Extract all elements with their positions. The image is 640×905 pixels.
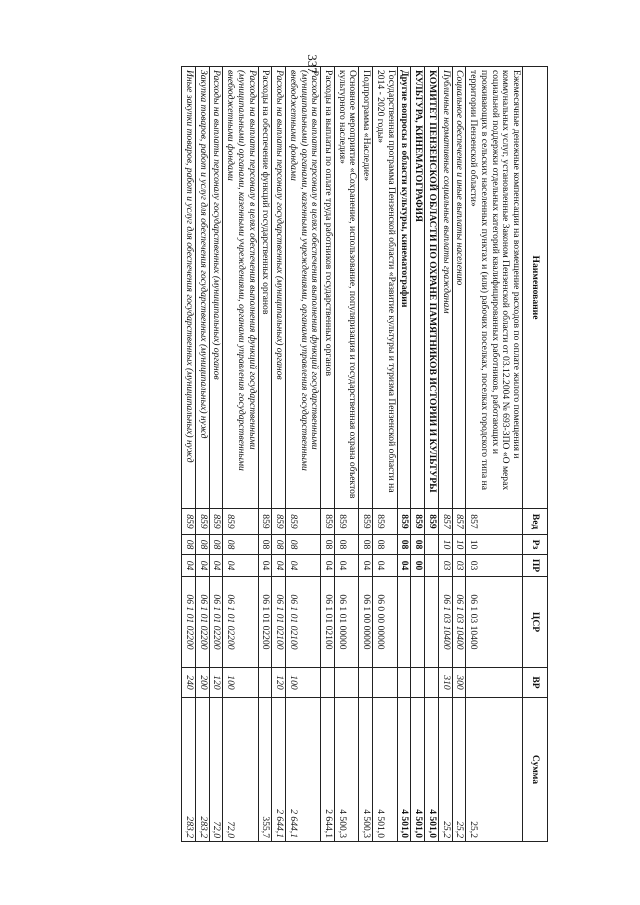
cell-pr: 04	[258, 555, 272, 577]
cell-vr	[411, 668, 425, 698]
cell-sum: 4 500,3	[359, 698, 373, 842]
cell-sum: 283,2	[195, 698, 209, 842]
header-csr: ЦСР	[523, 577, 548, 668]
cell-sum: 4 501,0	[373, 698, 397, 842]
cell-ved: 859	[425, 509, 439, 535]
cell-name: Публичные нормативные социальные выплаты гражданам	[438, 67, 452, 509]
page-number: 337	[304, 54, 320, 74]
cell-csr: 06 1 01 02200	[182, 577, 196, 668]
cell-csr: 06 1 01 02200	[209, 577, 223, 668]
cell-vr: 120	[272, 668, 286, 698]
cell-pr: 04	[321, 555, 335, 577]
cell-ved: 859	[334, 509, 358, 535]
cell-pr: 04	[223, 555, 258, 577]
cell-csr: 06 1 01 02100	[321, 577, 335, 668]
cell-name: Расходы на обеспечение функций государственных органов	[258, 67, 272, 509]
cell-sum: 283,2	[182, 698, 196, 842]
cell-name: Расходы на выплаты персоналу в целях обеспечения выполнения функций государственными (муниципальными) органами, казенными учреждениями, органами управления государственными внебюджетными фондами	[223, 67, 258, 509]
cell-name: Основное мероприятие «Сохранение, использование, популяризация и государственная охрана объектов культурного наследия»	[334, 67, 358, 509]
cell-rz: 08	[182, 535, 196, 555]
table-row	[466, 67, 523, 842]
cell-csr: 06 1 03 10400	[466, 577, 523, 668]
table-row	[223, 67, 258, 842]
cell-ved: 859	[223, 509, 258, 535]
header-ved: Вед	[523, 509, 548, 535]
cell-name: Другие вопросы в области культуры, кинематографии	[397, 67, 411, 509]
cell-ved: 859	[411, 509, 425, 535]
cell-name: Социальное обеспечение и иные выплаты населению	[452, 67, 466, 509]
table-row	[425, 67, 439, 842]
cell-vr	[425, 668, 439, 698]
cell-pr	[425, 555, 439, 577]
cell-rz: 08	[286, 535, 321, 555]
table-row	[258, 67, 272, 842]
table-row	[411, 67, 425, 842]
cell-rz: 08	[334, 535, 358, 555]
cell-vr: 100	[223, 668, 258, 698]
cell-ved: 857	[438, 509, 452, 535]
cell-csr	[411, 577, 425, 668]
cell-rz: 08	[195, 535, 209, 555]
cell-sum: 4 500,3	[334, 698, 358, 842]
cell-sum: 4 501,0	[425, 698, 439, 842]
table-row	[272, 67, 286, 842]
cell-csr: 06 1 00 00000	[359, 577, 373, 668]
cell-sum: 355,7	[258, 698, 272, 842]
cell-ved: 859	[321, 509, 335, 535]
cell-sum: 25,2	[452, 698, 466, 842]
header-rz: Рз	[523, 535, 548, 555]
cell-sum: 25,2	[438, 698, 452, 842]
cell-rz: 08	[359, 535, 373, 555]
cell-rz: 10	[438, 535, 452, 555]
cell-rz: 08	[411, 535, 425, 555]
cell-pr: 03	[466, 555, 523, 577]
cell-name: Подпрограмма «Наследие»	[359, 67, 373, 509]
cell-pr: 04	[359, 555, 373, 577]
cell-rz: 08	[272, 535, 286, 555]
cell-csr: 06 1 03 10400	[438, 577, 452, 668]
cell-sum: 4 501,0	[411, 698, 425, 842]
cell-rz: 08	[397, 535, 411, 555]
cell-ved: 859	[286, 509, 321, 535]
budget-table	[181, 66, 548, 842]
cell-pr: 04	[397, 555, 411, 577]
cell-name: Закупка товаров, работ и услуг для обеспечения государственных (муниципальных) нужд	[195, 67, 209, 509]
header-pr: ПР	[523, 555, 548, 577]
table-row	[359, 67, 373, 842]
cell-csr: 06 1 01 00000	[334, 577, 358, 668]
table-row	[397, 67, 411, 842]
cell-vr	[373, 668, 397, 698]
cell-name: Расходы на выплаты персоналу в целях обеспечения выполнения функций государственными (муниципальными) органами, казенными учреждениями, органами управления государственными внебюджетными фондами	[286, 67, 321, 509]
table-row	[182, 67, 196, 842]
cell-sum: 2 644,1	[272, 698, 286, 842]
cell-vr: 310	[438, 668, 452, 698]
cell-ved: 859	[258, 509, 272, 535]
cell-rz: 08	[321, 535, 335, 555]
header-sum: Сумма	[523, 698, 548, 842]
table-row	[286, 67, 321, 842]
header-name: Наименование	[523, 67, 548, 509]
cell-csr	[425, 577, 439, 668]
cell-sum: 72,0	[223, 698, 258, 842]
cell-vr: 240	[182, 668, 196, 698]
cell-csr	[397, 577, 411, 668]
cell-name: Расходы на выплаты по оплате труда работников государственных органов	[321, 67, 335, 509]
cell-sum: 2 644,1	[286, 698, 321, 842]
cell-csr: 06 1 01 02100	[272, 577, 286, 668]
cell-name: Иные закупки товаров, работ и услуг для обеспечения государственных (муниципальных) нужд	[182, 67, 196, 509]
table-row	[321, 67, 335, 842]
table-row	[209, 67, 223, 842]
table-body	[182, 67, 523, 842]
cell-rz	[425, 535, 439, 555]
cell-rz: 08	[373, 535, 397, 555]
cell-csr: 06 1 01 02200	[258, 577, 272, 668]
cell-vr	[334, 668, 358, 698]
cell-pr: 04	[272, 555, 286, 577]
table-header-row	[523, 67, 548, 842]
cell-pr: 03	[438, 555, 452, 577]
budget-table-container	[78, 66, 548, 841]
cell-name: Государственная программа Пензенской области «Развитие культуры и туризма Пензенской области на 2014 - 2020 годы»	[373, 67, 397, 509]
cell-vr	[321, 668, 335, 698]
cell-ved: 857	[452, 509, 466, 535]
cell-vr	[258, 668, 272, 698]
cell-sum: 25,2	[466, 698, 523, 842]
cell-rz: 08	[209, 535, 223, 555]
cell-name: КУЛЬТУРА, КИНЕМАТОГРАФИЯ	[411, 67, 425, 509]
cell-ved: 859	[359, 509, 373, 535]
cell-pr: 03	[452, 555, 466, 577]
cell-ved: 859	[397, 509, 411, 535]
cell-rz: 08	[223, 535, 258, 555]
cell-pr: 04	[182, 555, 196, 577]
cell-ved: 859	[195, 509, 209, 535]
cell-vr	[397, 668, 411, 698]
cell-ved: 857	[466, 509, 523, 535]
cell-pr: 04	[373, 555, 397, 577]
cell-name: Ежемесячные денежные компенсации на возмещение расходов по оплате жилого помещения и коммунальных услуг, установленные Законом Пензенской области от 03.12.2004 № 693-ЗПО «О мерах социальной поддержки отдельных категорий квалифицированных работников, работающих и проживающих в сельских населенных пунктах и (или) рабочих поселках, поселках городского типа на территории Пензенской области»	[466, 67, 523, 509]
cell-csr: 06 1 01 02100	[286, 577, 321, 668]
cell-pr: 00	[411, 555, 425, 577]
cell-sum: 2 644,1	[321, 698, 335, 842]
header-vr: ВР	[523, 668, 548, 698]
cell-name: Расходы на выплаты персоналу государственных (муниципальных) органов	[272, 67, 286, 509]
cell-vr	[466, 668, 523, 698]
cell-pr: 04	[286, 555, 321, 577]
cell-ved: 859	[272, 509, 286, 535]
cell-csr: 06 1 01 02200	[195, 577, 209, 668]
cell-ved: 859	[182, 509, 196, 535]
cell-pr: 04	[209, 555, 223, 577]
cell-vr: 300	[452, 668, 466, 698]
table-row	[373, 67, 397, 842]
cell-pr: 04	[195, 555, 209, 577]
cell-pr: 04	[334, 555, 358, 577]
cell-ved: 859	[209, 509, 223, 535]
cell-vr: 100	[286, 668, 321, 698]
table-row	[452, 67, 466, 842]
cell-csr: 06 1 03 10400	[452, 577, 466, 668]
cell-csr: 06 1 01 02200	[223, 577, 258, 668]
table-row	[438, 67, 452, 842]
cell-rz: 08	[258, 535, 272, 555]
cell-csr: 06 0 00 00000	[373, 577, 397, 668]
cell-rz: 10	[466, 535, 523, 555]
cell-name: КОМИТЕТ ПЕНЗЕНСКОЙ ОБЛАСТИ ПО ОХРАНЕ ПАМЯТНИКОВ ИСТОРИИ И КУЛЬТУРЫ	[425, 67, 439, 509]
cell-vr: 120	[209, 668, 223, 698]
cell-sum: 4 501,0	[397, 698, 411, 842]
cell-ved: 859	[373, 509, 397, 535]
cell-vr	[359, 668, 373, 698]
table-row	[334, 67, 358, 842]
cell-rz: 10	[452, 535, 466, 555]
cell-name: Расходы на выплаты персоналу государственных (муниципальных) органов	[209, 67, 223, 509]
cell-vr: 200	[195, 668, 209, 698]
cell-sum: 72,0	[209, 698, 223, 842]
table-row	[195, 67, 209, 842]
